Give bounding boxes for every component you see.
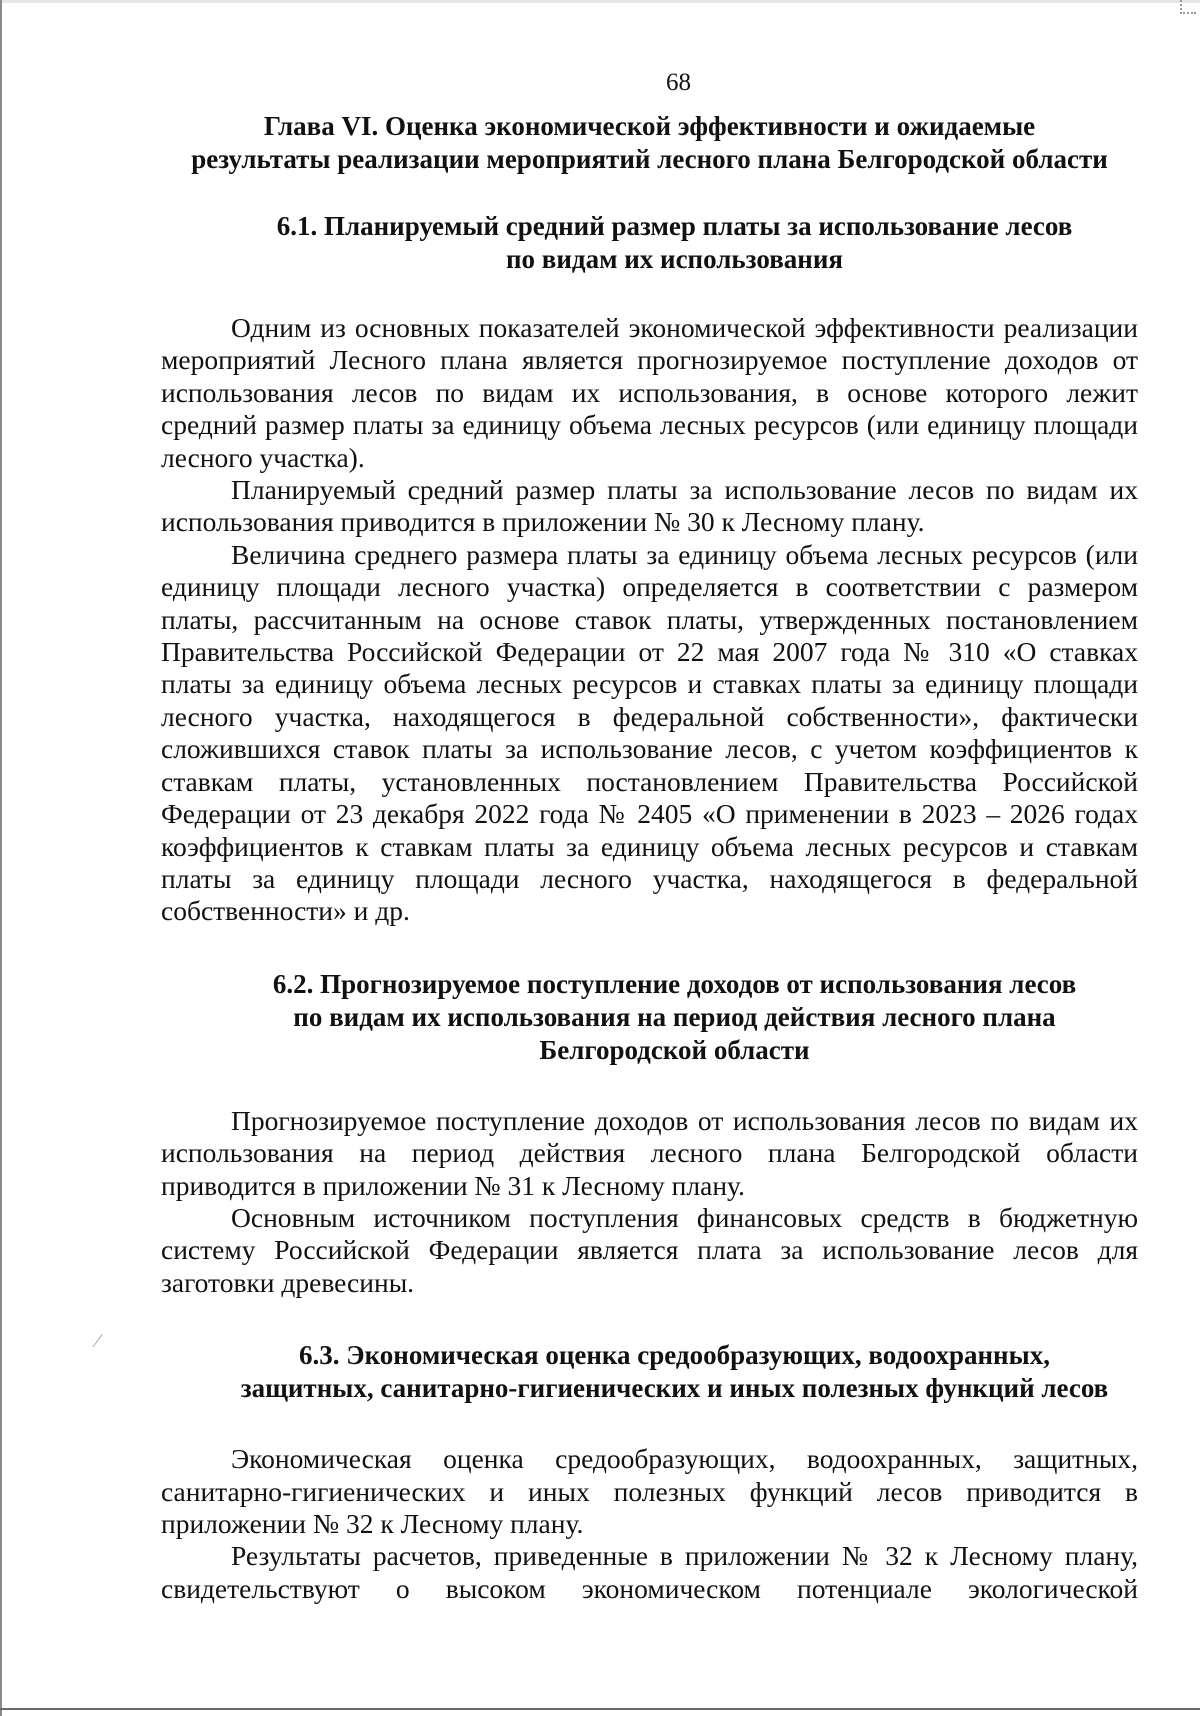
- section-6-1-title-line-2: по видам их использования: [505, 244, 844, 274]
- section-6-3-paragraph-1: Экономическая оценка средообразующих, водоохранных, защитных, санитарно-гигиенических и иных полезных функций лесов приводится в приложении № 32 к Лесному плану.: [161, 1443, 1138, 1539]
- section-6-1-title-line-1: 6.1. Планируемый средний размер платы за использование лесов: [276, 211, 1073, 241]
- chapter-title: [161, 110, 1138, 176]
- section-6-1-paragraph-3: Величина среднего размера платы за единицу объема лесных ресурсов (или единицу площади лесного участка) определяется в соответствии с размером платы, рассчитанным на основе ставок платы, утвержденных постановлением Правительства Российской Федерации от 22 мая 2007 года № 310 «О ставках платы за единицу объема лесных ресурсов и ставках платы за единицу площади лесного участка, находящегося в федеральной собственности», фактически сложившихся ставок платы за использование лесов, с учетом коэффициентов к ставкам платы, установленных постановлением Правительства Российской Федерации от 23 декабря 2022 года № 2405 «О применении в 2023 – 2026 годах коэффициентов к ставкам платы за единицу объема лесных ресурсов и ставкам платы за единицу площади лесного участка, находящегося в федеральной собственности» и др.: [161, 538, 1138, 927]
- scan-edge-left: [0, 0, 2, 1716]
- section-6-2-paragraph-2: Основным источником поступления финансовых средств в бюджетную систему Российской Федерации является плата за использование лесов для заготовки древесины.: [161, 1201, 1138, 1298]
- scan-corner-mark: [1180, 0, 1196, 14]
- document-page: [161, 66, 1138, 1605]
- section-6-3-body: [161, 1443, 1138, 1605]
- chapter-title-line-2: результаты реализации мероприятий лесного плана Белгородской области: [191, 144, 1108, 174]
- section-6-2-title: [161, 968, 1138, 1067]
- section-6-3-title: [161, 1339, 1138, 1405]
- section-6-2-title-line-1: 6.2. Прогнозируемое поступление доходов от использования лесов: [272, 968, 1077, 999]
- section-6-2-paragraph-1: Прогнозируемое поступление доходов от использования лесов по видам их использования на период действия лесного плана Белгородской области приводится в приложении № 31 к Лесному плану.: [161, 1104, 1138, 1201]
- section-6-3-title-line-2: защитных, санитарно-гигиенических и иных полезных функций лесов: [240, 1373, 1109, 1404]
- section-6-2-title-line-2: по видам их использования на период действия лесного плана: [293, 1001, 1056, 1032]
- page-number: 68: [666, 69, 691, 96]
- chapter-title-line-1: Глава VI. Оценка экономической эффективности и ожидаемые: [263, 111, 1036, 141]
- section-6-3-title-line-1: 6.3. Экономическая оценка средообразующих, водоохранных,: [299, 1340, 1050, 1371]
- section-6-1-paragraph-2: Планируемый средний размер платы за использование лесов по видам их использования приводится в приложении № 30 к Лесному плану.: [161, 474, 1138, 538]
- section-6-1-body: [161, 312, 1138, 928]
- scan-edge-bottom: [0, 1708, 1200, 1710]
- section-6-1-paragraph-1: Одним из основных показателей экономической эффективности реализации мероприятий Лесного плана является прогнозируемое поступление доходов от использования лесов по видам их использования, в основе которого лежит средний размер платы за единицу объема лесных ресурсов (или единицу площади лесного участка).: [161, 312, 1138, 473]
- scan-edge-top: [0, 0, 1200, 3]
- section-6-2-body: [161, 1105, 1138, 1299]
- section-6-3-paragraph-2: Результаты расчетов, приведенные в приложении № 32 к Лесному плану, свидетельствуют о высоком экономическом потенциале экологической: [161, 1540, 1138, 1604]
- section-6-2-title-line-3: Белгородской области: [539, 1034, 810, 1065]
- scan-pencil-mark: ⁄: [96, 1330, 100, 1352]
- section-6-1-title: [161, 210, 1138, 276]
